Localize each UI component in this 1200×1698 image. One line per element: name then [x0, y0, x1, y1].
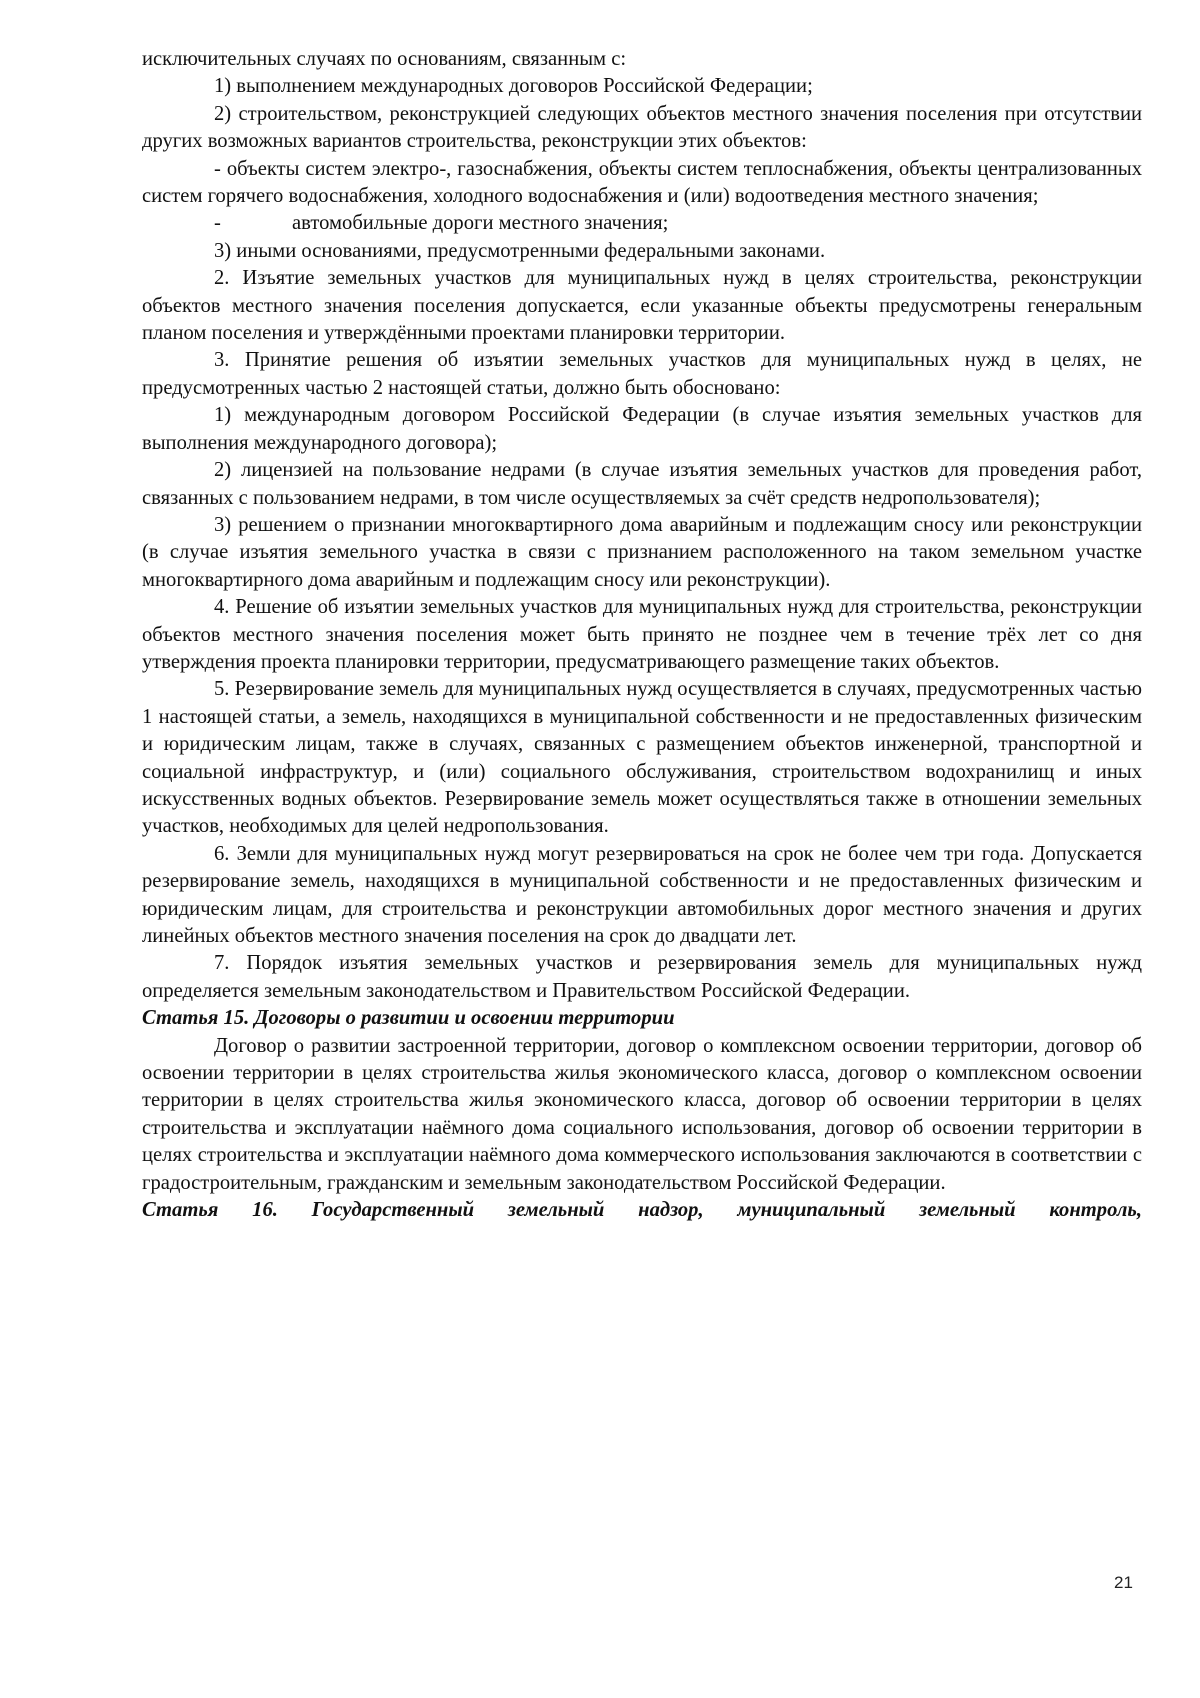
article-15-heading: Статья 15. Договоры о развитии и освоении территории: [142, 1007, 675, 1030]
clause-3-item-2: 2) лицензией на пользование недрами (в случае изъятия земельных участков для проведения работ, связанных с пользованием недрами, в том числе осуществляемых за счёт средств недропользователя);: [142, 459, 1142, 509]
dash-roads-text: автомобильные дороги местного значения;: [292, 212, 669, 235]
list-item-3: 3) иными основаниями, предусмотренными федеральными законами.: [214, 239, 826, 262]
page-number: 21: [1114, 1573, 1133, 1592]
clause-3: 3. Принятие решения об изъятии земельных участков для муниципальных нужд в целях, не предусмотренных частью 2 настоящей статьи, должно быть обосновано:: [142, 349, 1142, 399]
clause-7: 7. Порядок изъятия земельных участков и резервирования земель для муниципальных нужд определяется земельным законодательством и Правительством Российской Федерации.: [142, 952, 1142, 1002]
list-item-2: 2) строительством, реконструкцией следующих объектов местного значения поселения при отсутствии других возможных вариантов строительства, реконструкции этих объектов:: [142, 102, 1142, 153]
clause-6: 6. Земли для муниципальных нужд могут резервироваться на срок не более чем три года. Допускается резервирование земель, находящихся в муниципальной собственности и не предоставленных физическим и юридическим лицам, для строительства и реконструкции автомобильных дорог местного значения и других линейных объектов местного значения поселения на срок до двадцати лет.: [142, 842, 1142, 947]
list-item-1: 1) выполнением международных договоров Российской Федерации;: [214, 75, 813, 98]
document-body: [142, 46, 1142, 1224]
list-item-dash-utilities: - объекты систем электро-, газоснабжения, объекты систем теплоснабжения, объекты централизованных систем горячего водоснабжения, холодного водоснабжения и (или) водоотведения местного значения;: [142, 157, 1142, 208]
dash-marker: -: [214, 212, 221, 235]
clause-3-item-3: 3) решением о признании многоквартирного дома аварийным и подлежащим сносу или реконструкции (в случае изъятия земельного участка в связи с признанием расположенного на таком земельном участке многоквартирного дома аварийным и подлежащим сносу или реконструкции).: [142, 513, 1142, 591]
clause-4: 4. Решение об изъятии земельных участков для муниципальных нужд для строительства, реконструкции объектов местного значения поселения может быть принято не позднее чем в течение трёх лет со дня утверждения проекта планировки территории, предусматривающего размещение таких объектов.: [142, 596, 1142, 673]
clause-5: 5. Резервирование земель для муниципальных нужд осуществляется в случаях, предусмотренных частью 1 настоящей статьи, а земель, находящихся в муниципальной собственности и не предоставленных физическим и юридическим лицам, также в случаях, связанных с размещением объектов инженерной, транспортной и социальной инфраструктур, и (или) социального обслуживания, строительством водохранилищ и иных искусственных водных объектов. Резервирование земель может осуществляться также в отношении земельных участков, необходимых для целей недропользования.: [142, 678, 1142, 838]
clause-2: 2. Изъятие земельных участков для муниципальных нужд в целях строительства, реконструкции объектов местного значения поселения допускается, если указанные объекты предусмотрены генеральным планом поселения и утверждёнными проектами планировки территории.: [142, 267, 1142, 345]
article-15-body: Договор о развитии застроенной территории, договор о комплексном освоении территории, договор об освоении территории в целях строительства жилья экономического класса, договор о комплексном освоении территории в целях строительства жилья экономического класса, договор об освоении территории в целях строительства и эксплуатации наёмного дома социального использования, договор об освоении территории в целях строительства и эксплуатации наёмного дома коммерческого использования заключаются в соответствии с градостроительным, гражданским и земельным законодательством Российской Федерации.: [142, 1034, 1142, 1194]
article-16-heading: Статья 16. Государственный земельный надзор, муниципальный земельный контроль,: [142, 1199, 1142, 1222]
paragraph-continuation: исключительных случаях по основаниям, связанным с:: [142, 48, 627, 70]
list-item-dash-roads: [142, 210, 1142, 237]
clause-3-item-1: 1) международным договором Российской Федерации (в случае изъятия земельных участков для выполнения международного договора);: [142, 404, 1142, 454]
